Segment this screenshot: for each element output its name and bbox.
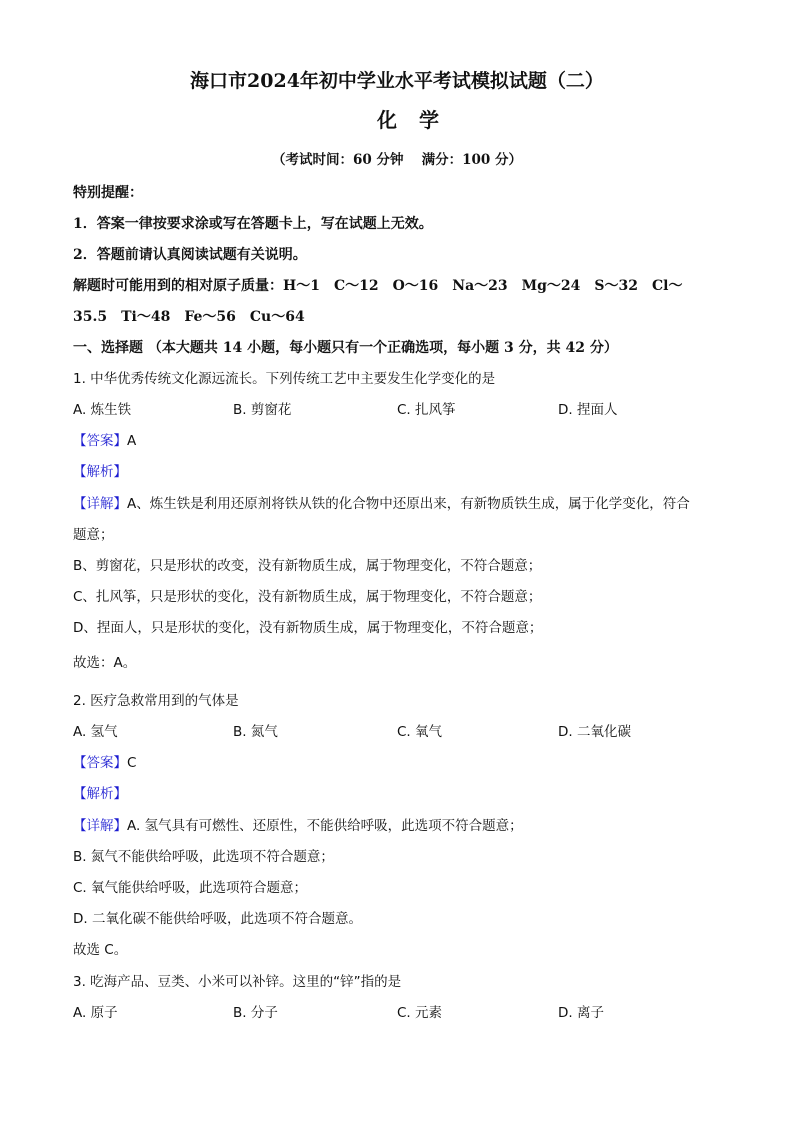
explanation-line: C. 氧气能供给呼吸，此选项符合题意； <box>73 880 308 896</box>
explanation-line: D. 二氧化碳不能供给呼吸，此选项不符合题意。 <box>73 911 362 927</box>
answer-line <box>73 753 136 773</box>
explanation-line: B、剪窗花，只是形状的改变，没有新物质生成，属于物理变化，不符合题意； <box>73 558 542 574</box>
analysis-label: 【解析】 <box>73 786 127 802</box>
notice-item: 1．答案一律按要求涂或写在答题卡上，写在试题上无效。 <box>73 216 433 232</box>
option-c: C. 氧气 <box>397 724 443 740</box>
exam-info: （考试时间：60 分钟 满分：100 分） <box>271 152 523 168</box>
answer-value: C <box>127 755 137 771</box>
option-a: A. 原子 <box>73 1005 118 1021</box>
detail-text: 题意； <box>73 527 114 543</box>
option-d: D. 二氧化碳 <box>558 724 631 740</box>
option-d: D. 捏面人 <box>558 402 618 418</box>
subject-title: 化学 <box>377 108 461 132</box>
detail-line <box>73 816 523 836</box>
answer-line <box>73 431 136 451</box>
detail-label: 【详解】 <box>73 818 127 834</box>
detail-text: A、炼生铁是利用还原剂将铁从铁的化合物中还原出来，有新物质铁生成，属于化学变化，符合 <box>127 496 690 512</box>
explanation-line: C、扎风筝，只是形状的变化，没有新物质生成，属于物理变化，不符合题意； <box>73 589 542 605</box>
explanation-line: B. 氮气不能供给呼吸，此选项不符合题意； <box>73 849 334 865</box>
option-c: C. 元素 <box>397 1005 443 1021</box>
detail-text: A. 氢气具有可燃性、还原性，不能供给呼吸，此选项不符合题意； <box>127 818 523 834</box>
question-stem: 3. 吃海产品、豆类、小米可以补锌。这里的“锌”指的是 <box>73 974 402 990</box>
option-b: B. 剪窗花 <box>233 402 292 418</box>
answer-label: 【答案】 <box>73 433 127 449</box>
option-c: C. 扎风筝 <box>397 402 456 418</box>
option-b: B. 分子 <box>233 1005 278 1021</box>
question-stem: 1. 中华优秀传统文化源远流长。下列传统工艺中主要发生化学变化的是 <box>73 371 496 387</box>
answer-value: A <box>127 433 137 449</box>
explanation-line: D、捏面人，只是形状的变化，没有新物质生成，属于物理变化，不符合题意； <box>73 620 543 636</box>
notice-item: 2．答题前请认真阅读试题有关说明。 <box>73 247 307 263</box>
conclusion-line: 故选 C。 <box>73 942 128 958</box>
atomic-masses-line: 解题时可能用到的相对原子质量：H～1 C～12 O～16 Na～23 Mg～24 S～32 Cl～ <box>73 278 683 294</box>
exam-title: 海口市2024年初中学业水平考试模拟试题（二） <box>190 70 604 92</box>
notice-heading: 特别提醒： <box>73 185 143 201</box>
option-a: A. 氢气 <box>73 724 118 740</box>
section-heading: 一、选择题 （本大题共 14 小题，每小题只有一个正确选项，每小题 3 分，共 42 分） <box>73 340 618 356</box>
option-a: A. 炼生铁 <box>73 402 132 418</box>
conclusion-line: 故选：A。 <box>73 655 137 671</box>
question-stem: 2. 医疗急救常用到的气体是 <box>73 693 239 709</box>
atomic-masses-line: 35.5 Ti～48 Fe～56 Cu～64 <box>73 309 305 325</box>
option-d: D. 离子 <box>558 1005 604 1021</box>
analysis-label: 【解析】 <box>73 464 127 480</box>
option-b: B. 氮气 <box>233 724 278 740</box>
detail-line <box>73 494 690 514</box>
answer-label: 【答案】 <box>73 755 127 771</box>
detail-label: 【详解】 <box>73 496 127 512</box>
